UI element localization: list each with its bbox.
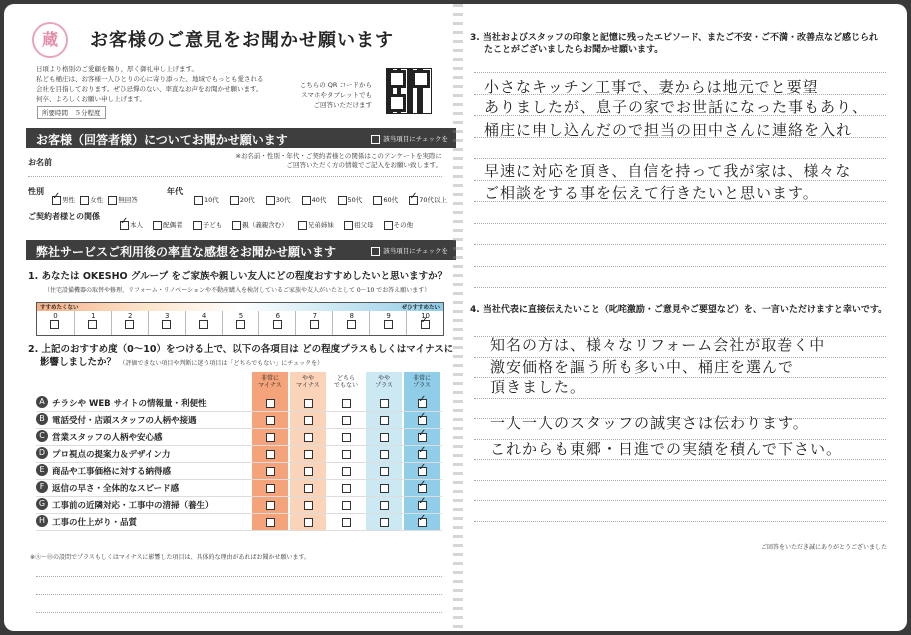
rating-cell[interactable] bbox=[404, 394, 440, 411]
checkbox[interactable] bbox=[342, 501, 351, 510]
q3-answer-line: 早速に対応を頂き、自信を持って我が家は、様々な bbox=[484, 162, 852, 180]
rating-cell[interactable] bbox=[290, 513, 326, 530]
intro-line: 日頃より格別のご愛顧を賜り、厚く御礼申し上げます。 bbox=[36, 65, 198, 73]
rating-cell[interactable] bbox=[404, 411, 440, 428]
section2-note-text: 該当項目にチェックを bbox=[383, 247, 448, 255]
row-label: 電話受付・店頭スタッフの人柄や接遇 bbox=[52, 416, 197, 426]
rating-cell[interactable] bbox=[290, 479, 326, 496]
intro-line: 会社を目指しております。ぜひ忌憚のない、率直なお声をお聞かせ願います。 bbox=[36, 85, 263, 93]
rating-cell[interactable] bbox=[328, 394, 364, 411]
checkbox[interactable] bbox=[342, 450, 351, 459]
name-underline bbox=[28, 176, 442, 177]
name-note-line: ご回答いただく方の情報でご記入をお願い致します。 bbox=[286, 161, 442, 169]
checkbox[interactable] bbox=[342, 416, 351, 425]
table-row bbox=[36, 394, 442, 412]
table-row bbox=[36, 411, 442, 429]
ruled-line bbox=[474, 158, 886, 159]
option-label: 子ども bbox=[202, 221, 223, 229]
rating-cell[interactable] bbox=[252, 462, 288, 479]
scale-option[interactable] bbox=[74, 311, 112, 335]
option-label: 60代 bbox=[383, 196, 399, 204]
relation-option[interactable] bbox=[344, 221, 374, 229]
section1-header bbox=[26, 128, 456, 148]
rating-cell[interactable] bbox=[290, 428, 326, 445]
checkbox[interactable] bbox=[193, 221, 202, 230]
checkbox[interactable] bbox=[409, 196, 418, 205]
checkbox[interactable] bbox=[153, 221, 162, 230]
table-row bbox=[36, 428, 442, 446]
gender-option[interactable] bbox=[52, 196, 75, 204]
section1-title: お客様（回答者様）についてお聞かせ願います bbox=[36, 133, 288, 147]
checkbox[interactable] bbox=[344, 221, 353, 230]
row-label: 工事の仕上がり・品質 bbox=[52, 518, 138, 528]
recommend-scale bbox=[36, 302, 444, 336]
checkbox[interactable] bbox=[108, 196, 117, 205]
qr-finder bbox=[388, 94, 406, 112]
scale-option[interactable] bbox=[332, 311, 370, 335]
rating-cell[interactable] bbox=[252, 479, 288, 496]
checkbox[interactable] bbox=[266, 450, 275, 459]
q2-footnote: ※Ⓐ〜Ⓗの設問でプラスもしくはマイナスに影響した項目は、具体的な理由があればお聞かせ願います。 bbox=[30, 554, 311, 561]
checkbox[interactable] bbox=[304, 484, 313, 493]
row-letter-icon: E bbox=[36, 464, 48, 476]
row-label: プロ視点の提案力＆デザイン力 bbox=[52, 450, 171, 460]
rating-cell[interactable] bbox=[404, 428, 440, 445]
qr-code[interactable] bbox=[386, 68, 432, 114]
rating-cell[interactable] bbox=[404, 479, 440, 496]
column-header-line: マイナス bbox=[296, 382, 320, 389]
scale-option[interactable] bbox=[369, 311, 407, 335]
qr-finder bbox=[412, 70, 430, 88]
age-option[interactable] bbox=[409, 196, 447, 204]
checkbox[interactable] bbox=[304, 399, 313, 408]
q1-subtitle: （住宅設備機器の取替や修理、リフォーム・リノベーションや不動産購入を検討しているご家族や友人がいたとして 0〜10 でお答え願います） bbox=[44, 287, 431, 294]
age-option[interactable] bbox=[266, 196, 291, 204]
ruled-line bbox=[474, 500, 886, 501]
row-label: チラシや WEB サイトの情報量・利便性 bbox=[52, 399, 207, 409]
option-label: 親（義親含む） bbox=[242, 221, 288, 229]
table-row bbox=[36, 445, 442, 463]
rating-cell[interactable] bbox=[328, 479, 364, 496]
rating-cell[interactable] bbox=[290, 394, 326, 411]
comment-line[interactable] bbox=[36, 576, 442, 577]
checkbox[interactable] bbox=[342, 399, 351, 408]
checkbox[interactable] bbox=[380, 399, 389, 408]
q3-answer-line: ありましたが、息子の家でお世話になった事もあり、 bbox=[484, 98, 869, 116]
age-label: 年代 bbox=[167, 187, 183, 196]
ruled-line bbox=[474, 244, 886, 245]
rating-cell[interactable] bbox=[366, 428, 402, 445]
checkbox[interactable] bbox=[194, 196, 203, 205]
scale-option[interactable] bbox=[185, 311, 223, 335]
section2-title: 弊社サービスご利用後の率直な感想をお聞かせ願います bbox=[36, 245, 337, 259]
ruled-line bbox=[474, 480, 886, 481]
option-label: 配偶者 bbox=[163, 221, 183, 229]
column-header-line: やや bbox=[301, 375, 314, 382]
binding-holes bbox=[453, 4, 463, 631]
intro-line: 私ども桶庄は、お客様一人ひとりの心に寄り添った、地域でもっとも愛される bbox=[36, 75, 264, 83]
checkbox[interactable] bbox=[302, 196, 311, 205]
age-option[interactable] bbox=[373, 196, 398, 204]
scale-number: 10 bbox=[421, 312, 430, 320]
checkbox[interactable] bbox=[80, 196, 89, 205]
scale-number: 5 bbox=[238, 312, 244, 320]
checkbox[interactable] bbox=[304, 416, 313, 425]
checkbox[interactable] bbox=[266, 196, 275, 205]
column-header-line: プラス bbox=[413, 382, 431, 389]
option-label: 10代 bbox=[204, 196, 219, 204]
q1-title: 1. あなたは OKESHO グループ をご家族や親しい友人にどの程度おすすめしたいと思いますか？ bbox=[28, 271, 448, 282]
company-seal: 蔵 bbox=[32, 22, 68, 58]
gender-label: 性別 bbox=[28, 187, 44, 196]
row-label: 返信の早さ・全体的なスピード感 bbox=[52, 484, 180, 494]
scale-left-label: すすめたくない bbox=[40, 305, 79, 311]
option-label: 無回答 bbox=[118, 196, 138, 204]
checkbox[interactable] bbox=[199, 320, 208, 329]
q4-answer-line: 激安価格を謳う所も多い中、桶庄を選んで bbox=[490, 358, 795, 376]
checkbox[interactable] bbox=[380, 484, 389, 493]
checkbox[interactable] bbox=[342, 467, 351, 476]
gender-option[interactable] bbox=[80, 196, 103, 204]
rating-cell[interactable] bbox=[366, 462, 402, 479]
checkbox[interactable] bbox=[418, 416, 427, 425]
intro-line: 何卒、よろしくお願い申し上げます。 bbox=[36, 95, 146, 103]
checkbox[interactable] bbox=[342, 433, 351, 442]
checkbox[interactable] bbox=[304, 518, 313, 527]
rating-cell[interactable] bbox=[404, 462, 440, 479]
checkbox[interactable] bbox=[380, 467, 389, 476]
comment-line[interactable] bbox=[36, 612, 442, 613]
rating-cell[interactable] bbox=[328, 445, 364, 462]
rating-cell[interactable] bbox=[252, 445, 288, 462]
relation-options bbox=[120, 212, 413, 231]
row-letter-icon: F bbox=[36, 481, 48, 493]
rating-cell[interactable] bbox=[252, 394, 288, 411]
row-letter-icon: D bbox=[36, 447, 48, 459]
rating-cell[interactable] bbox=[328, 411, 364, 428]
age-options bbox=[194, 187, 447, 206]
ruled-line bbox=[474, 459, 886, 460]
checkbox[interactable] bbox=[418, 433, 427, 442]
table-row bbox=[36, 479, 442, 497]
rating-cell[interactable] bbox=[404, 445, 440, 462]
rating-cell[interactable] bbox=[290, 462, 326, 479]
relation-option[interactable] bbox=[384, 221, 414, 229]
option-label: 男性 bbox=[62, 196, 75, 204]
option-label: 女性 bbox=[90, 196, 104, 204]
check-hint-icon bbox=[371, 135, 380, 144]
row-letter-icon: B bbox=[36, 413, 48, 425]
rating-cell[interactable] bbox=[366, 513, 402, 530]
checkbox[interactable] bbox=[380, 433, 389, 442]
rating-cell[interactable] bbox=[252, 411, 288, 428]
row-label: 営業スタッフの人柄や安心感 bbox=[52, 433, 163, 443]
qr-caption-line: スマホやタブレットでも bbox=[300, 91, 372, 99]
checkbox[interactable] bbox=[310, 320, 319, 329]
checkbox[interactable] bbox=[384, 221, 393, 230]
ruled-line bbox=[474, 223, 886, 224]
scale-option[interactable] bbox=[258, 311, 296, 335]
column-header-line: 非常に bbox=[412, 375, 431, 382]
checkbox[interactable] bbox=[266, 501, 275, 510]
row-letter-icon: G bbox=[36, 498, 48, 510]
rating-cell[interactable] bbox=[252, 428, 288, 445]
scale-option[interactable] bbox=[295, 311, 333, 335]
rating-cell[interactable] bbox=[366, 445, 402, 462]
survey-sheet bbox=[4, 4, 907, 631]
checkbox[interactable] bbox=[418, 484, 427, 493]
checkbox[interactable] bbox=[373, 196, 382, 205]
scale-option[interactable] bbox=[222, 311, 260, 335]
scale-number: 2 bbox=[128, 312, 133, 320]
scale-option[interactable] bbox=[148, 311, 186, 335]
checkbox[interactable] bbox=[304, 501, 313, 510]
rating-cell[interactable] bbox=[366, 394, 402, 411]
scale-number: 3 bbox=[164, 312, 170, 320]
checkbox[interactable] bbox=[418, 399, 427, 408]
checkbox[interactable] bbox=[230, 196, 239, 205]
relation-option[interactable] bbox=[193, 221, 223, 229]
time-required: 所要時間 ５分程度 bbox=[37, 106, 106, 119]
checkbox[interactable] bbox=[88, 320, 97, 329]
row-letter-icon: H bbox=[36, 515, 48, 527]
checkbox[interactable] bbox=[52, 196, 61, 205]
option-label: 50代 bbox=[347, 196, 363, 204]
q3-answer-line: 桶庄に申し込んだので担当の田中さんに連絡を入れ bbox=[484, 121, 853, 139]
column-header-line: プラス bbox=[375, 382, 393, 389]
checkbox[interactable] bbox=[380, 518, 389, 527]
scale-number: 4 bbox=[201, 312, 207, 320]
name-note-line: ※お名前・性別・年代・ご契約者様との関係はこのアンケートを実際に bbox=[235, 152, 442, 160]
qr-caption-line: ご回答いただけます bbox=[313, 101, 372, 109]
checkbox[interactable] bbox=[342, 518, 351, 527]
checkbox[interactable] bbox=[266, 399, 275, 408]
row-letter-icon: C bbox=[36, 430, 48, 442]
q2-title bbox=[28, 343, 453, 370]
checkbox[interactable] bbox=[266, 416, 275, 425]
checkbox[interactable] bbox=[384, 320, 393, 329]
scale-gradient bbox=[37, 303, 443, 311]
qr-caption-line: こちらの QR コードから bbox=[299, 81, 372, 89]
table-row bbox=[36, 513, 442, 531]
option-label: 40代 bbox=[311, 196, 327, 204]
checkbox[interactable] bbox=[298, 221, 307, 230]
rating-cell[interactable] bbox=[366, 411, 402, 428]
comment-line[interactable] bbox=[36, 594, 442, 595]
relation-option[interactable] bbox=[153, 221, 183, 229]
q2-title-line: 2. 上記のおすすめ度（0〜10）をつける上で、以下の各項目は どの程度プラスもしくはマイナスに bbox=[28, 344, 454, 355]
q3-title-line: 3. 当社およびスタッフの印象と記憶に残ったエピソード、またご不安・ご不満・改善点など感じられ bbox=[470, 33, 879, 43]
ruled-line bbox=[474, 398, 886, 399]
relation-option[interactable] bbox=[232, 221, 288, 229]
column-header-line: 非常に bbox=[260, 375, 279, 382]
checkbox[interactable] bbox=[347, 320, 356, 329]
checkbox[interactable] bbox=[418, 467, 427, 476]
qr-finder bbox=[388, 70, 406, 88]
checkbox[interactable] bbox=[418, 518, 427, 527]
checkbox[interactable] bbox=[50, 320, 59, 329]
rating-cell[interactable] bbox=[328, 496, 364, 513]
section1-note-text: 該当項目にチェックを bbox=[383, 135, 448, 143]
ruled-line bbox=[474, 72, 886, 73]
scale-number: 9 bbox=[386, 312, 391, 320]
checkbox[interactable] bbox=[232, 221, 241, 230]
ruled-line bbox=[474, 287, 886, 288]
checkbox[interactable] bbox=[236, 320, 245, 329]
q3-title-line: たことがございましたらお聞かせ願います。 bbox=[484, 45, 664, 55]
scale-number: 1 bbox=[91, 312, 96, 320]
checkbox[interactable] bbox=[380, 501, 389, 510]
gender-option[interactable] bbox=[108, 196, 138, 204]
age-option[interactable] bbox=[302, 196, 327, 204]
row-letter-icon: A bbox=[36, 396, 48, 408]
qr-caption bbox=[272, 80, 372, 110]
checkbox[interactable] bbox=[304, 450, 313, 459]
section1-note bbox=[371, 134, 448, 144]
checkbox[interactable] bbox=[125, 320, 134, 329]
rating-cell[interactable] bbox=[252, 513, 288, 530]
checkbox[interactable] bbox=[342, 484, 351, 493]
name-note bbox=[210, 152, 442, 170]
q2-subtitle: （評価できない項目や判断に迷う項目は「どちらでもない」にチェックを） bbox=[119, 360, 324, 367]
checkbox[interactable] bbox=[304, 467, 313, 476]
checkbox[interactable] bbox=[418, 450, 427, 459]
scale-number: 8 bbox=[349, 312, 354, 320]
row-label: 工事前の近隣対応・工事中の清掃（養生） bbox=[52, 501, 214, 511]
table-row bbox=[36, 496, 442, 514]
relation-option[interactable] bbox=[120, 221, 143, 229]
section2-note bbox=[371, 246, 448, 256]
rating-cell[interactable] bbox=[290, 496, 326, 513]
rating-cell[interactable] bbox=[290, 411, 326, 428]
scale-number: 0 bbox=[53, 312, 58, 320]
checkbox[interactable] bbox=[338, 196, 347, 205]
scale-number: 7 bbox=[312, 312, 318, 320]
thanks-note: ご回答をいただき誠にありがとうございました bbox=[760, 544, 887, 551]
ruled-line bbox=[474, 266, 886, 267]
age-option[interactable] bbox=[230, 196, 255, 204]
q3-title bbox=[470, 32, 878, 56]
q4-title: 4. 当社代表に直接伝えたいこと（叱咤激励・ご意見やご要望など）を、一言いただけますと幸いです。 bbox=[470, 305, 888, 315]
rating-cell[interactable] bbox=[328, 428, 364, 445]
q3-answer-line: 小さなキッチン工事で、妻からは地元でと要望 bbox=[484, 78, 819, 96]
option-label: 本人 bbox=[130, 221, 143, 229]
q3-answer-line: ご相談をする事を伝えて行きたいと思います。 bbox=[484, 184, 819, 202]
rating-cell[interactable] bbox=[366, 496, 402, 513]
checkbox[interactable] bbox=[266, 484, 275, 493]
checkbox[interactable] bbox=[380, 450, 389, 459]
rating-cell[interactable] bbox=[290, 445, 326, 462]
rating-cell[interactable] bbox=[404, 496, 440, 513]
checkbox[interactable] bbox=[273, 320, 282, 329]
checkbox[interactable] bbox=[304, 433, 313, 442]
column-header-line: でもない bbox=[333, 382, 358, 389]
option-label: その他 bbox=[393, 221, 414, 229]
scale-option[interactable] bbox=[111, 311, 149, 335]
section2-header bbox=[26, 240, 456, 260]
checkbox[interactable] bbox=[380, 416, 389, 425]
checkbox[interactable] bbox=[421, 320, 430, 329]
column-header-line: どちら bbox=[336, 375, 355, 382]
ruled-line bbox=[474, 521, 886, 522]
age-option[interactable] bbox=[194, 196, 219, 204]
gender-options bbox=[52, 187, 138, 206]
age-option[interactable] bbox=[338, 196, 363, 204]
table-row bbox=[36, 462, 442, 480]
column-header-line: マイナス bbox=[258, 382, 282, 389]
relation-option[interactable] bbox=[298, 221, 334, 229]
rating-cell[interactable] bbox=[366, 479, 402, 496]
column-header-line: やや bbox=[377, 375, 390, 382]
check-hint-icon bbox=[371, 247, 380, 256]
rating-cell[interactable] bbox=[252, 496, 288, 513]
scale-option[interactable] bbox=[406, 311, 444, 335]
name-label: お名前 bbox=[28, 158, 52, 167]
checkbox[interactable] bbox=[418, 501, 427, 510]
option-label: 祖父母 bbox=[353, 221, 374, 229]
rating-cell[interactable] bbox=[328, 513, 364, 530]
checkbox[interactable] bbox=[266, 433, 275, 442]
option-label: 30代 bbox=[275, 196, 291, 204]
option-label: 20代 bbox=[239, 196, 255, 204]
q4-answer-line: 一人一人のスタッフの誠実さは伝わります。 bbox=[490, 414, 809, 432]
option-label: 兄弟姉妹 bbox=[307, 221, 334, 229]
option-label: 70代以上 bbox=[419, 196, 448, 204]
scale-option[interactable] bbox=[37, 311, 74, 335]
scale-number: 6 bbox=[275, 312, 281, 320]
relation-label: ご契約者様との関係 bbox=[28, 212, 100, 221]
q2-title-line: 影響しましたか？ bbox=[40, 357, 117, 368]
checkbox[interactable] bbox=[266, 518, 275, 527]
row-label: 商品や工事価格に対する納得感 bbox=[52, 467, 172, 477]
q4-answer-line: 頂きました。 bbox=[490, 378, 587, 396]
q4-answer-line: これからも東郷・日進での実績を積んで下さい。 bbox=[490, 440, 843, 458]
q4-answer-line: 知名の方は、様々なリフォーム会社が取巻く中 bbox=[490, 336, 826, 354]
checkbox[interactable] bbox=[120, 221, 129, 230]
scale-right-label: ぜひすすめたい bbox=[401, 305, 440, 311]
rating-cell[interactable] bbox=[404, 513, 440, 530]
page-title: お客様のご意見をお聞かせ願います bbox=[90, 30, 394, 51]
rating-cell[interactable] bbox=[328, 462, 364, 479]
q2-title-line-2 bbox=[28, 356, 453, 370]
checkbox[interactable] bbox=[266, 467, 275, 476]
checkbox[interactable] bbox=[162, 320, 171, 329]
